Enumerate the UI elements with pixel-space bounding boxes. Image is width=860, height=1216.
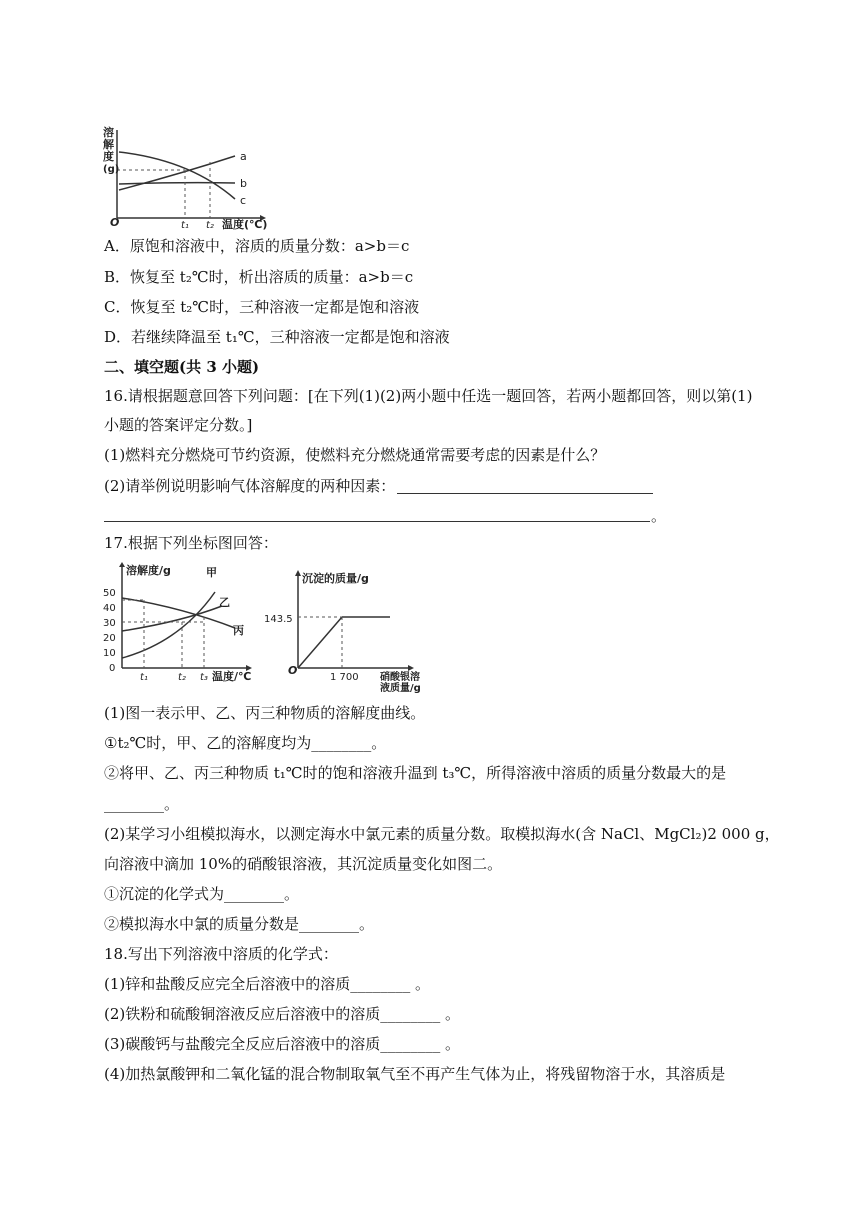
fig-b-origin: O — [288, 664, 298, 677]
tick-y-20: 20 — [103, 633, 116, 644]
tick-y-30: 30 — [103, 618, 116, 629]
curve-jia — [122, 592, 215, 658]
q18-item-2: (2)铁粉和硫酸铜溶液反应后溶液中的溶质________ 。 — [104, 1005, 461, 1023]
fig1-label-a: a — [240, 150, 247, 163]
q16-answer-blank-1[interactable] — [397, 493, 653, 494]
fig1-xlabel: 温度(℃) — [222, 218, 268, 231]
section-title: 二、填空题(共 3 小题) — [104, 358, 260, 376]
curve-c — [119, 152, 235, 199]
precipitate-chart-q17 — [262, 562, 432, 692]
q16-part2: (2)请举例说明影响气体溶解度的两种因素： — [104, 477, 396, 495]
q17-p2b: ②模拟海水中氯的质量分数是________。 — [104, 915, 375, 933]
fig-a-xlabel: 温度/℃ — [212, 670, 252, 683]
q17-p2-line1: (2)某学习小组模拟海水，以测定海水中氯元素的质量分数。取模拟海水(含 NaCl、MgCl₂)2 000 g， — [104, 825, 780, 843]
solubility-chart-q17 — [100, 562, 270, 692]
q17-p1a: ①t₂℃时，甲、乙的溶解度均为________。 — [104, 734, 387, 752]
solubility-chart-q15 — [100, 124, 300, 234]
q18-title: 18.写出下列溶液中溶质的化学式： — [104, 945, 338, 963]
label-bing: 丙 — [233, 624, 244, 637]
q18-item-4: (4)加热氯酸钾和二氧化锰的混合物制取氧气至不再产生气体为止，将残留物溶于水，其溶质是 — [104, 1065, 726, 1083]
tick-x-t2: t₂ — [178, 672, 186, 683]
q16-line1: 16.请根据题意回答下列问题：[在下列(1)(2)两小题中任选一题回答，若两小题都回答，则以第(1) — [104, 387, 753, 405]
fig1-ylabel-2: 解 — [103, 138, 114, 151]
fig1-tick-t2: t₂ — [206, 220, 214, 231]
q17-p1b: ②将甲、乙、丙三种物质 t₁℃时的饱和溶液升温到 t₃℃，所得溶液中溶质的质量分数最大的是 — [104, 764, 727, 782]
fig-b-xlabel-1: 硝酸银溶 — [380, 672, 420, 683]
fig-b-xlabel-2: 液质量/g — [380, 683, 421, 694]
q18-item-1: (1)锌和盐酸反应完全后溶液中的溶质________ 。 — [104, 975, 431, 993]
fig1-tick-t1: t₁ — [181, 220, 189, 231]
fig1-origin: O — [110, 216, 120, 229]
q16-end-mark: 。 — [651, 507, 667, 525]
q16-line2: 小题的答案评定分数。] — [104, 416, 253, 434]
fig1-ylabel-1: 溶 — [103, 126, 114, 139]
tick-x-t1: t₁ — [140, 672, 148, 683]
option-d: D．若继续降温至 t₁℃，三种溶液一定都是饱和溶液 — [104, 328, 450, 346]
q16-part1: (1)燃料充分燃烧可节约资源，使燃料充分燃烧通常需要考虑的因素是什么？ — [104, 446, 606, 464]
fig1-ylabel-4: (g) — [103, 164, 120, 175]
label-jia: 甲 — [206, 566, 217, 579]
q17-p1b-blank: ________。 — [104, 795, 180, 813]
precipitate-line-rising — [298, 617, 342, 668]
curve-b — [119, 183, 235, 184]
tick-y-0: 0 — [109, 663, 116, 674]
fig1-label-b: b — [240, 177, 247, 190]
option-c: C．恢复至 t₂℃时，三种溶液一定都是饱和溶液 — [104, 298, 420, 316]
fig1-label-c: c — [240, 194, 247, 207]
fig-a-ylabel: 溶解度/g — [126, 564, 171, 577]
option-b: B．恢复至 t₂℃时，析出溶质的质量：a>b＝c — [104, 268, 414, 286]
tick-x-t3: t₃ — [200, 672, 208, 683]
q17-p2a: ①沉淀的化学式为________。 — [104, 885, 300, 903]
q17-title: 17.根据下列坐标图回答： — [104, 534, 278, 552]
option-a: A．原饱和溶液中，溶质的质量分数：a>b＝c — [104, 237, 410, 255]
tick-y-40: 40 — [103, 603, 116, 614]
q16-answer-blank-2[interactable] — [104, 521, 650, 522]
fig-b-ylabel: 沉淀的质量/g — [302, 572, 369, 585]
fig1-ylabel-3: 度 — [103, 150, 114, 163]
fig-b-x-value: 1 700 — [330, 672, 359, 683]
tick-y-50: 50 — [103, 588, 116, 599]
label-yi: 乙 — [219, 596, 230, 609]
tick-y-10: 10 — [103, 648, 116, 659]
q17-p1: (1)图一表示甲、乙、丙三种物质的溶解度曲线。 — [104, 704, 426, 722]
q18-item-3: (3)碳酸钙与盐酸完全反应后溶液中的溶质________ 。 — [104, 1035, 461, 1053]
q17-p2-line2: 向溶液中滴加 10%的硝酸银溶液，其沉淀质量变化如图二。 — [104, 855, 503, 873]
fig-b-y-value: 143.5 — [264, 614, 293, 625]
